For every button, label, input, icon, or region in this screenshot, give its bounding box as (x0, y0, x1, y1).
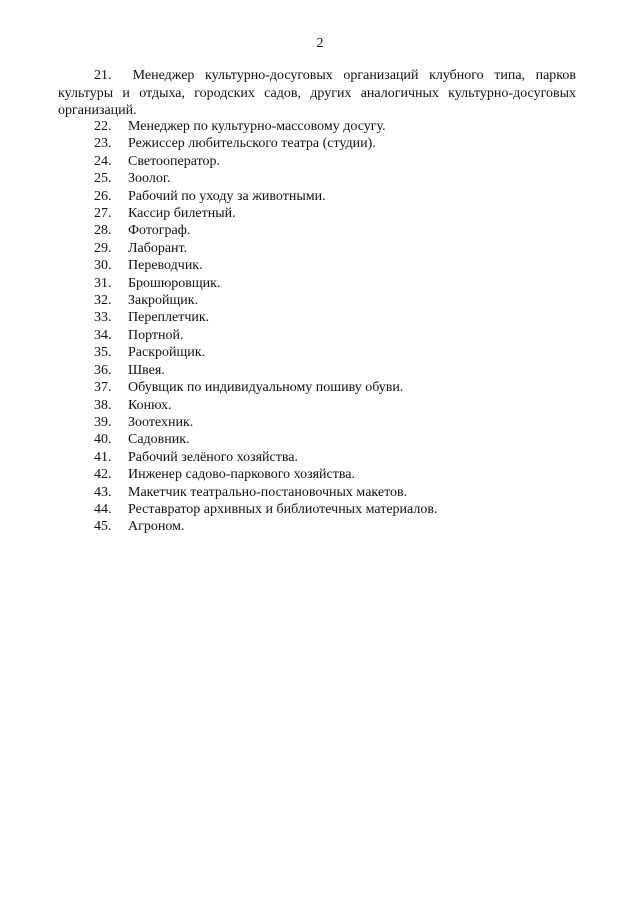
list-item-text: Раскройщик. (128, 345, 206, 361)
list-item-number: 24. (94, 153, 112, 169)
list-item (94, 362, 574, 379)
list-item (94, 379, 574, 396)
list-item (94, 466, 574, 483)
list-item-text: Конюх. (128, 397, 172, 413)
list-item (94, 292, 574, 309)
list-item-number: 32. (94, 293, 112, 309)
list-item-text: Лаборант. (128, 240, 188, 256)
list-item-number: 42. (94, 467, 112, 483)
list-item-text: Садовник. (128, 432, 190, 448)
list-item-text: Менеджер культурно-досуговых организаций клубного типа, парков культуры и отдыха, городских садов, других аналогичных культурно-досуговых организаций. (58, 68, 577, 118)
list-item-number: 25. (94, 171, 112, 187)
list-item (94, 449, 574, 466)
list-item (94, 135, 574, 152)
list-item (94, 205, 574, 222)
list-item-text: Рабочий зелёного хозяйства. (128, 449, 299, 465)
list-item-number: 45. (94, 519, 112, 535)
list-item-number: 21. (94, 68, 112, 83)
list-item-text: Переплетчик. (128, 310, 210, 326)
list-item-text: Портной. (128, 327, 184, 343)
list-item-text: Брошюровщик. (128, 275, 221, 291)
list-item-text: Реставратор архивных и библиотечных материалов. (128, 501, 438, 517)
list-item-text: Инженер садово-паркового хозяйства. (128, 467, 356, 483)
list-item-text: Закройщик. (128, 293, 199, 309)
list-item (94, 309, 574, 326)
list-item (94, 501, 574, 518)
list-item-text: Режиссер любительского театра (студии). (128, 136, 376, 152)
list-item-number: 35. (94, 345, 112, 361)
list-item-number: 23. (94, 136, 112, 152)
list-item-number: 33. (94, 310, 112, 326)
occupation-list (94, 118, 574, 536)
list-item-number: 44. (94, 501, 112, 517)
list-item (94, 170, 574, 187)
list-item-number: 27. (94, 206, 112, 222)
list-item (94, 484, 574, 501)
list-item (94, 240, 574, 257)
list-item (94, 275, 574, 292)
list-item (94, 153, 574, 170)
list-item-number: 39. (94, 414, 112, 430)
list-item (94, 188, 574, 205)
list-item-text: Кассир билетный. (128, 206, 236, 222)
list-item-number: 29. (94, 240, 112, 256)
list-item-number: 30. (94, 258, 112, 274)
list-item-text: Швея. (128, 362, 165, 378)
list-item-number: 43. (94, 484, 112, 500)
list-item-number: 31. (94, 275, 112, 291)
list-item-number: 26. (94, 188, 112, 204)
list-item (94, 344, 574, 361)
list-item-number: 36. (94, 362, 112, 378)
list-item (94, 222, 574, 239)
list-item-text: Фотограф. (128, 223, 191, 239)
list-item-number: 41. (94, 449, 112, 465)
list-item-text: Обувщик по индивидуальному пошиву обуви. (128, 380, 404, 396)
list-item (94, 327, 574, 344)
list-item-number: 22. (94, 119, 112, 134)
list-item (94, 118, 574, 135)
list-item-number: 34. (94, 327, 112, 343)
list-item (94, 257, 574, 274)
list-item-text: Макетчик театрально-постановочных макетов. (128, 484, 408, 500)
list-item-number: 38. (94, 397, 112, 413)
list-item-text: Агроном. (128, 519, 185, 535)
list-item-number: 28. (94, 223, 112, 239)
list-item-text: Светооператор. (128, 153, 221, 169)
list-item (94, 397, 574, 414)
list-item (94, 414, 574, 431)
list-item-number: 37. (94, 380, 112, 396)
page-number: 2 (316, 36, 324, 51)
list-item-text: Зоолог. (128, 171, 171, 187)
list-item-text: Менеджер по культурно-массовому досугу. (128, 119, 386, 134)
list-item-text: Рабочий по уходу за животными. (128, 188, 326, 204)
list-item-text: Зоотехник. (128, 414, 194, 430)
list-item-text: Переводчик. (128, 258, 203, 274)
list-item (94, 431, 574, 448)
list-item (94, 518, 574, 535)
list-item-number: 40. (94, 432, 112, 448)
list-item-21 (58, 67, 576, 120)
